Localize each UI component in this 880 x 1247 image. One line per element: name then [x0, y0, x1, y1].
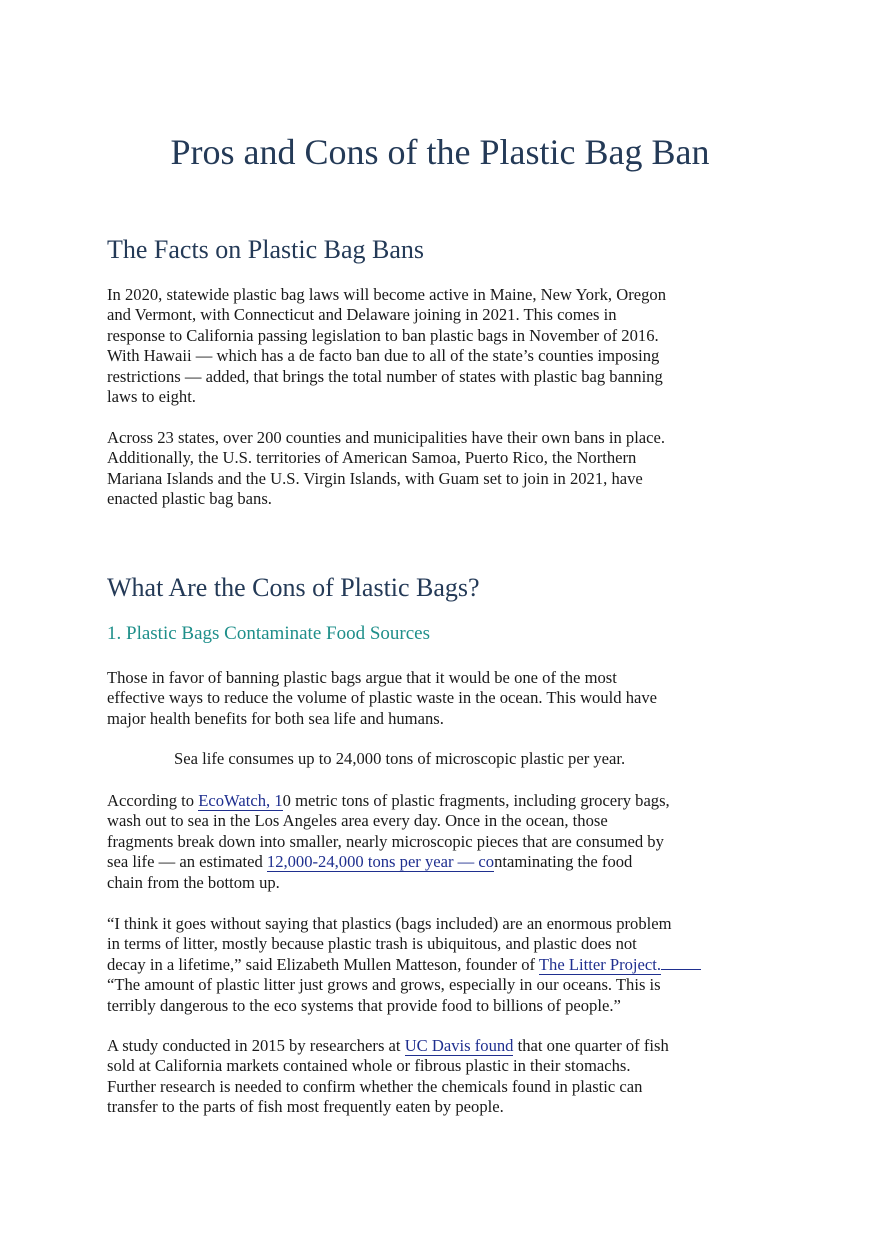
- text-line: [107, 1036, 727, 1056]
- text-line: fragments break down into smaller, nearly microscopic pieces that are consumed by: [107, 831, 664, 851]
- text-line: restrictions — added, that brings the total number of states with plastic bag banning: [107, 366, 663, 386]
- link-underline: [661, 955, 701, 970]
- text-line: in terms of litter, mostly because plastic trash is ubiquitous, and plastic does not: [107, 934, 637, 954]
- tons-per-year-link[interactable]: 12,000-24,000 tons per year — co: [266, 852, 495, 872]
- text-fragment: decay in a lifetime,” said Elizabeth Mullen Matteson, founder of: [107, 954, 539, 974]
- text-line: [107, 791, 727, 811]
- text-line: enacted plastic bag bans.: [107, 489, 272, 509]
- text-line: Across 23 states, over 200 counties and municipalities have their own bans in place.: [107, 428, 666, 447]
- text-fragment: sea life — an estimated: [107, 852, 267, 872]
- text-line: transfer to the parts of fish most frequently eaten by people.: [107, 1097, 504, 1117]
- text-line: response to California passing legislation to ban plastic bags in November of 2016.: [107, 325, 659, 345]
- text-fragment: A study conducted in 2015 by researchers at: [107, 1036, 405, 1055]
- pull-quote: Sea life consumes up to 24,000 tons of microscopic plastic per year.: [174, 749, 626, 768]
- text-fragment: ntaminating the food: [494, 852, 633, 872]
- text-line: major health benefits for both sea life and humans.: [107, 708, 444, 728]
- subheading-contaminate-food: 1. Plastic Bags Contaminate Food Sources: [107, 623, 430, 644]
- facts-paragraph-1: [107, 285, 727, 407]
- text-line: [107, 955, 727, 975]
- text-line: sold at California markets contained whole or fibrous plastic in their stomachs.: [107, 1056, 631, 1076]
- text-line: terribly dangerous to the eco systems that provide food to billions of people.”: [107, 995, 621, 1015]
- text-line: With Hawaii — which has a de facto ban due to all of the state’s counties imposing: [107, 346, 660, 366]
- text-line: Additionally, the U.S. territories of American Samoa, Puerto Rico, the Northern: [107, 448, 637, 468]
- document-title: Pros and Cons of the Plastic Bag Ban: [170, 132, 710, 172]
- text-fragment: According to: [107, 791, 199, 810]
- ecowatch-link[interactable]: EcoWatch, 1: [198, 791, 283, 810]
- text-line: laws to eight.: [107, 387, 196, 407]
- text-line: Further research is needed to confirm whether the chemicals found in plastic can: [107, 1076, 643, 1096]
- cons-paragraph-2: [107, 791, 727, 893]
- text-line: [107, 852, 727, 872]
- text-line: “The amount of plastic litter just grows and grows, especially in our oceans. This is: [107, 975, 661, 995]
- litter-project-link[interactable]: The Litter Project.: [538, 954, 662, 974]
- section-heading-cons: What Are the Cons of Plastic Bags?: [107, 573, 480, 602]
- cons-paragraph-4: [107, 1036, 727, 1118]
- text-line: “I think it goes without saying that plastics (bags included) are an enormous problem: [107, 914, 672, 933]
- cons-paragraph-1: [107, 668, 727, 729]
- text-line: Those in favor of banning plastic bags argue that it would be one of the most: [107, 668, 617, 687]
- uc-davis-link[interactable]: UC Davis found: [404, 1036, 514, 1055]
- facts-paragraph-2: [107, 428, 727, 510]
- text-line: wash out to sea in the Los Angeles area every day. Once in the ocean, those: [107, 811, 608, 831]
- text-line: chain from the bottom up.: [107, 872, 280, 892]
- section-heading-facts: The Facts on Plastic Bag Bans: [107, 235, 425, 264]
- text-fragment: that one quarter of fish: [513, 1036, 669, 1055]
- text-fragment: 0 metric tons of plastic fragments, including grocery bags,: [282, 791, 670, 810]
- text-line: and Vermont, with Connecticut and Delaware joining in 2021. This comes in: [107, 305, 617, 325]
- text-line: Mariana Islands and the U.S. Virgin Islands, with Guam set to join in 2021, have: [107, 468, 643, 488]
- text-line: effective ways to reduce the volume of plastic waste in the ocean. This would have: [107, 688, 658, 708]
- text-line: In 2020, statewide plastic bag laws will become active in Maine, New York, Oregon: [107, 285, 666, 304]
- cons-paragraph-3: [107, 914, 727, 1016]
